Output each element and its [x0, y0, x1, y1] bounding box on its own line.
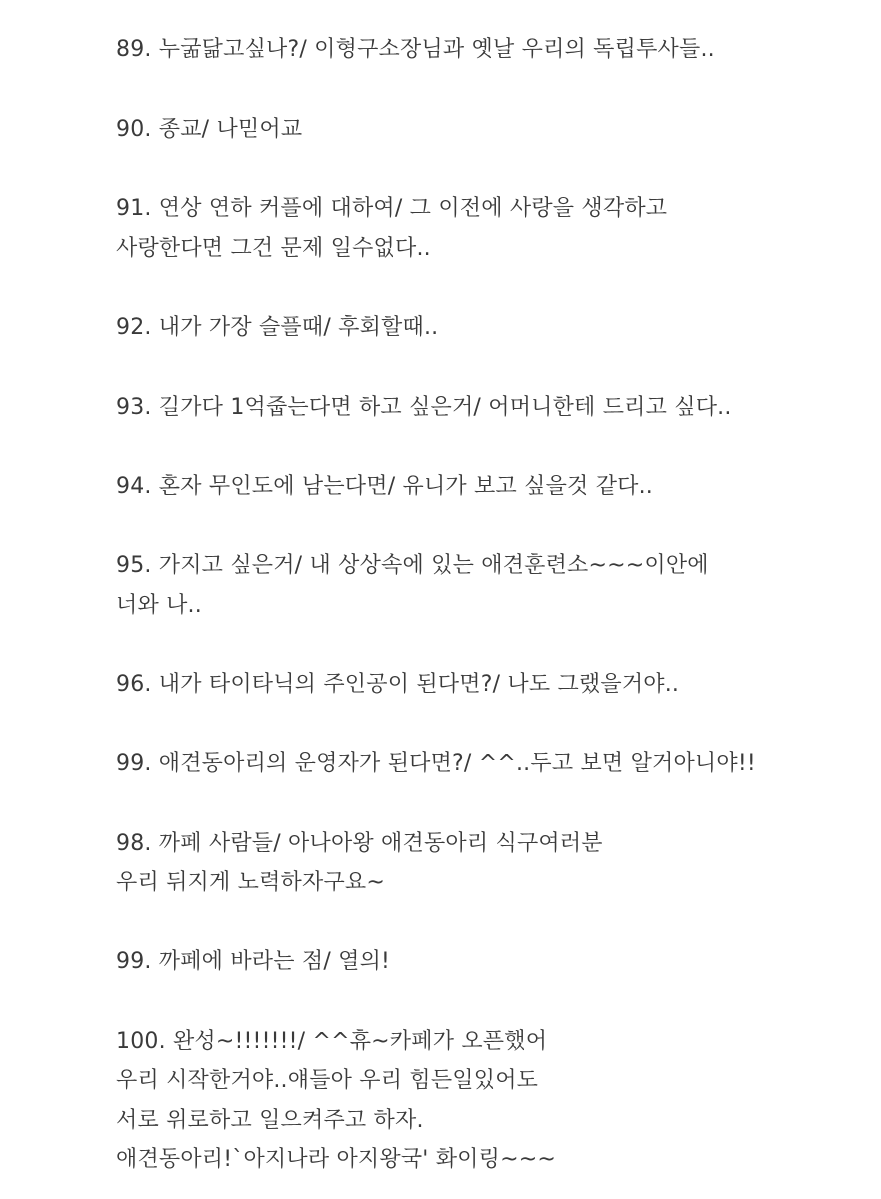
entry-92-line-1: 92. 내가 가장 슬플때/ 후회할때..	[116, 315, 439, 340]
entry-98-line-1: 98. 까페 사람들/ 아나아왕 애견동아리 식구여러분	[116, 831, 603, 856]
entry-91-line-1: 91. 연상 연하 커플에 대하여/ 그 이전에 사랑을 생각하고	[116, 196, 668, 221]
entry-95-line-1: 95. 가지고 싶은거/ 내 상상속에 있는 애견훈련소~~~이안에	[116, 553, 709, 578]
entry-98-line-2: 우리 뒤지게 노력하자구요~	[116, 870, 385, 895]
entry-95-line-2: 너와 나..	[116, 593, 202, 618]
entry-99a-line-1: 99. 애견동아리의 운영자가 된다면?/ ^^..두고 보면 알거아니야!!	[116, 751, 756, 776]
entry-99b-line-1: 99. 까페에 바라는 점/ 열의!	[116, 949, 391, 974]
entry-91-line-2: 사랑한다면 그건 문제 일수없다..	[116, 236, 431, 261]
entry-89-line-1: 89. 누굶닮고싶나?/ 이형구소장님과 옛날 우리의 독립투사들..	[116, 37, 715, 62]
entry-96-line-1: 96. 내가 타이타닉의 주인공이 된다면?/ 나도 그랬을거야..	[116, 672, 680, 697]
entry-100-line-3: 서로 위로하고 일으켜주고 하자.	[116, 1108, 424, 1133]
entry-100-line-2: 우리 시작한거야..얘들아 우리 힘든일있어도	[116, 1068, 539, 1093]
entry-90-line-1: 90. 종교/ 나믿어교	[116, 117, 303, 142]
entry-100-line-4: 애견동아리!`아지나라 아지왕국' 화이링~~~	[116, 1147, 556, 1172]
entry-93-line-1: 93. 길가다 1억줍는다면 하고 싶은거/ 어머니한테 드리고 싶다..	[116, 395, 732, 420]
entry-94-line-1: 94. 혼자 무인도에 남는다면/ 유니가 보고 싶을것 같다..	[116, 474, 653, 499]
entry-100-line-1: 100. 완성~!!!!!!!/ ^^휴~카페가 오픈했어	[116, 1029, 548, 1054]
